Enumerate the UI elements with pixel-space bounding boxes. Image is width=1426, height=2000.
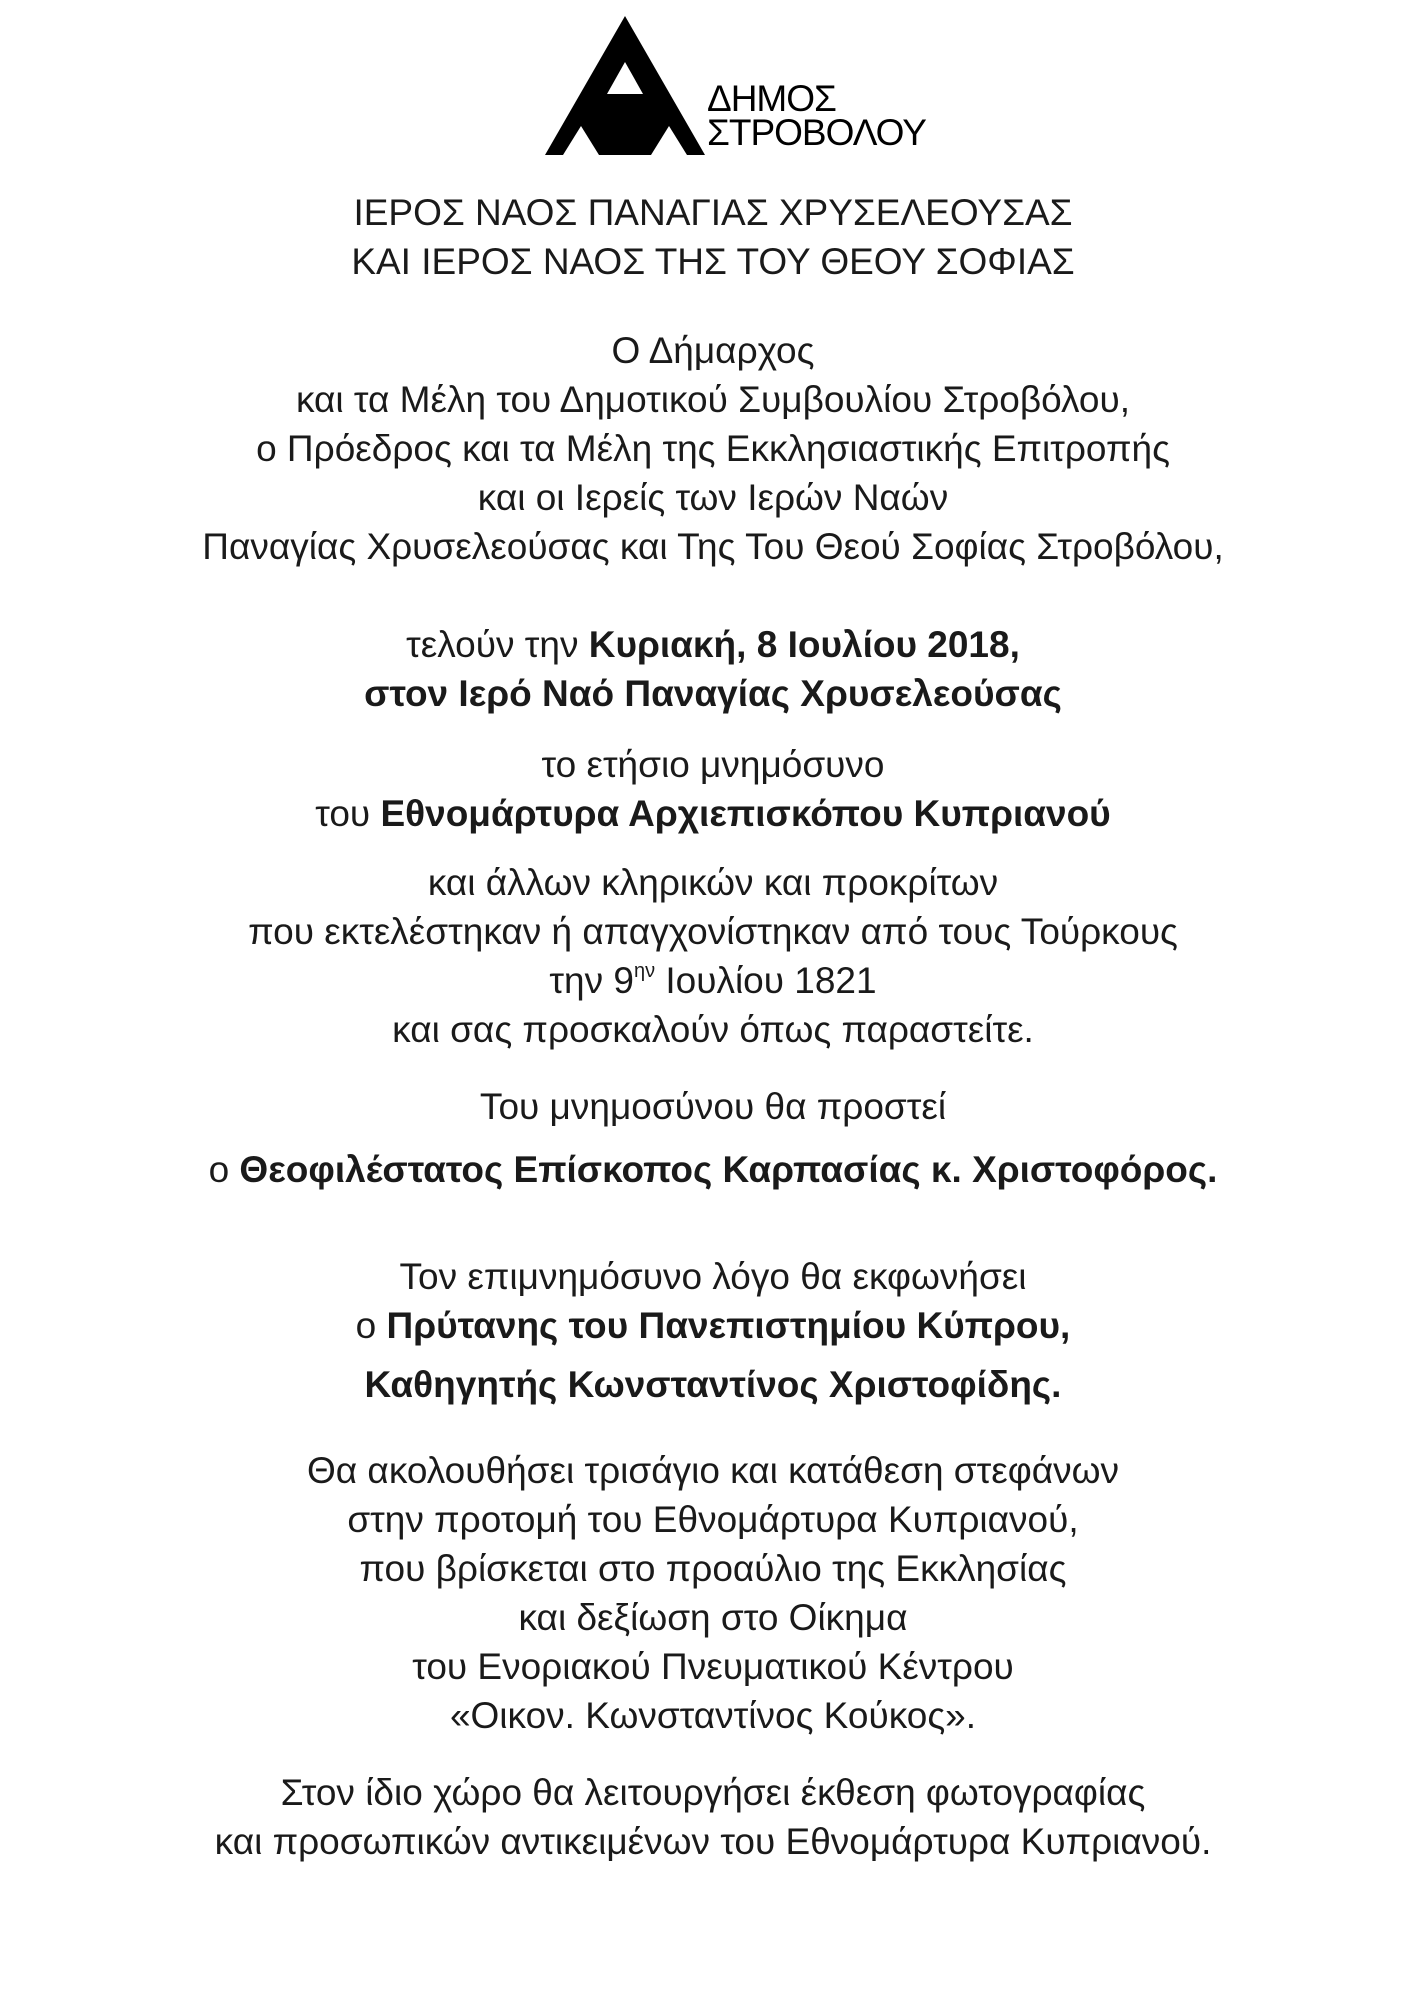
others-date-prefix: την 9 <box>549 960 634 1001</box>
memorial-block <box>0 740 1426 838</box>
date-prefix: τελούν την <box>406 624 589 665</box>
hosts-line-1: Ο Δήμαρχος <box>611 330 815 371</box>
hosts-line-5: Παναγίας Χρυσελεούσας και Της Του Θεού Σοφίας Στροβόλου, <box>202 526 1224 567</box>
exhibit-line-1: Στον ίδιο χώρο θα λειτουργήσει έκθεση φωτογραφίας <box>280 1772 1146 1813</box>
presiding-block <box>0 1082 1426 1194</box>
memorial-line-1: το ετήσιο μνημόσυνο <box>541 744 885 785</box>
logo-wordmark <box>707 78 926 153</box>
followup-line-6: «Οικον. Κωνσταντίνος Κούκος». <box>449 1695 977 1736</box>
memorial-bold: Εθνομάρτυρα Αρχιεπισκόπου Κυπριανού <box>380 793 1111 834</box>
memorial-line-2 <box>0 789 1426 838</box>
presiding-line-1: Του μνημοσύνου θα προστεί <box>479 1086 947 1127</box>
others-line-3 <box>0 956 1426 1005</box>
speech-block <box>0 1252 1426 1409</box>
hosts <box>0 326 1426 571</box>
followup-line-3: που βρίσκεται στο προαύλιο της Εκκλησίας <box>359 1548 1067 1589</box>
hosts-line-2: και τα Μέλη του Δημοτικού Συμβουλίου Στροβόλου, <box>295 379 1131 420</box>
date-block <box>0 620 1426 718</box>
hosts-line-3: ο Πρόεδρος και τα Μέλη της Εκκλησιαστικής Επιτροπής <box>256 428 1170 469</box>
triangle-logo-icon <box>545 16 705 156</box>
presiding-bold: Θεοφιλέστατος Επίσκοπος Καρπασίας κ. Χριστοφόρος. <box>239 1149 1218 1190</box>
others-line-1: και άλλων κληρικών και προκρίτων <box>427 862 999 903</box>
others-date-suffix: Ιουλίου 1821 <box>655 960 877 1001</box>
followup-block <box>0 1446 1426 1740</box>
location-bold: στον Ιερό Ναό Παναγίας Χρυσελεούσας <box>364 673 1062 714</box>
followup-line-5: του Ενοριακού Πνευματικού Κέντρου <box>412 1646 1014 1687</box>
speech-line-2 <box>0 1301 1426 1350</box>
municipality-logo <box>545 16 925 161</box>
speech-bold-1: Πρύτανης του Πανεπιστημίου Κύπρου, <box>386 1305 1071 1346</box>
speech-line-3 <box>0 1360 1426 1409</box>
heading-line-1: ΙΕΡΟΣ ΝΑΟΣ ΠΑΝΑΓΙΑΣ ΧΡΥΣΕΛΕΟΥΣΑΣ <box>353 192 1073 233</box>
followup-line-2: στην προτομή του Εθνομάρτυρα Κυπριανού, <box>347 1499 1079 1540</box>
followup-line-1: Θα ακολουθήσει τρισάγιο και κατάθεση στεφάνων <box>306 1450 1120 1491</box>
others-line-2: που εκτελέστηκαν ή απαγχονίστηκαν από τους Τούρκους <box>248 911 1178 952</box>
speech-bold-2: Καθηγητής Κωνσταντίνος Χριστοφίδης. <box>364 1364 1062 1405</box>
logo-line-2: ΣΤΡΟΒΟΛΟΥ <box>707 112 926 153</box>
speech-prefix: ο <box>355 1305 387 1346</box>
speech-line-1: Τον επιμνημόσυνο λόγο θα εκφωνήσει <box>399 1256 1027 1297</box>
heading-line-2: ΚΑΙ ΙΕΡΟΣ ΝΑΟΣ ΤΗΣ ΤΟΥ ΘΕΟΥ ΣΟΦΙΑΣ <box>351 241 1075 282</box>
memorial-prefix: του <box>315 793 381 834</box>
presiding-prefix: ο <box>208 1149 240 1190</box>
presiding-line-2 <box>0 1145 1426 1194</box>
others-block <box>0 858 1426 1054</box>
exhibit-block <box>0 1768 1426 1866</box>
hosts-line-4: και οι Ιερείς των Ιερών Ναών <box>477 477 949 518</box>
others-line-4: και σας προσκαλούν όπως παραστείτε. <box>392 1009 1034 1050</box>
ordinal-suffix: ην <box>633 960 656 982</box>
location-line <box>0 669 1426 718</box>
date-line <box>0 620 1426 669</box>
logo-line-1: ΔΗΜΟΣ <box>707 78 836 119</box>
followup-line-4: και δεξίωση στο Οίκημα <box>518 1597 908 1638</box>
date-bold: Κυριακή, 8 Ιουλίου 2018, <box>588 624 1020 665</box>
heading <box>0 188 1426 286</box>
exhibit-line-2: και προσωπικών αντικειμένων του Εθνομάρτυρα Κυπριανού. <box>214 1821 1212 1862</box>
